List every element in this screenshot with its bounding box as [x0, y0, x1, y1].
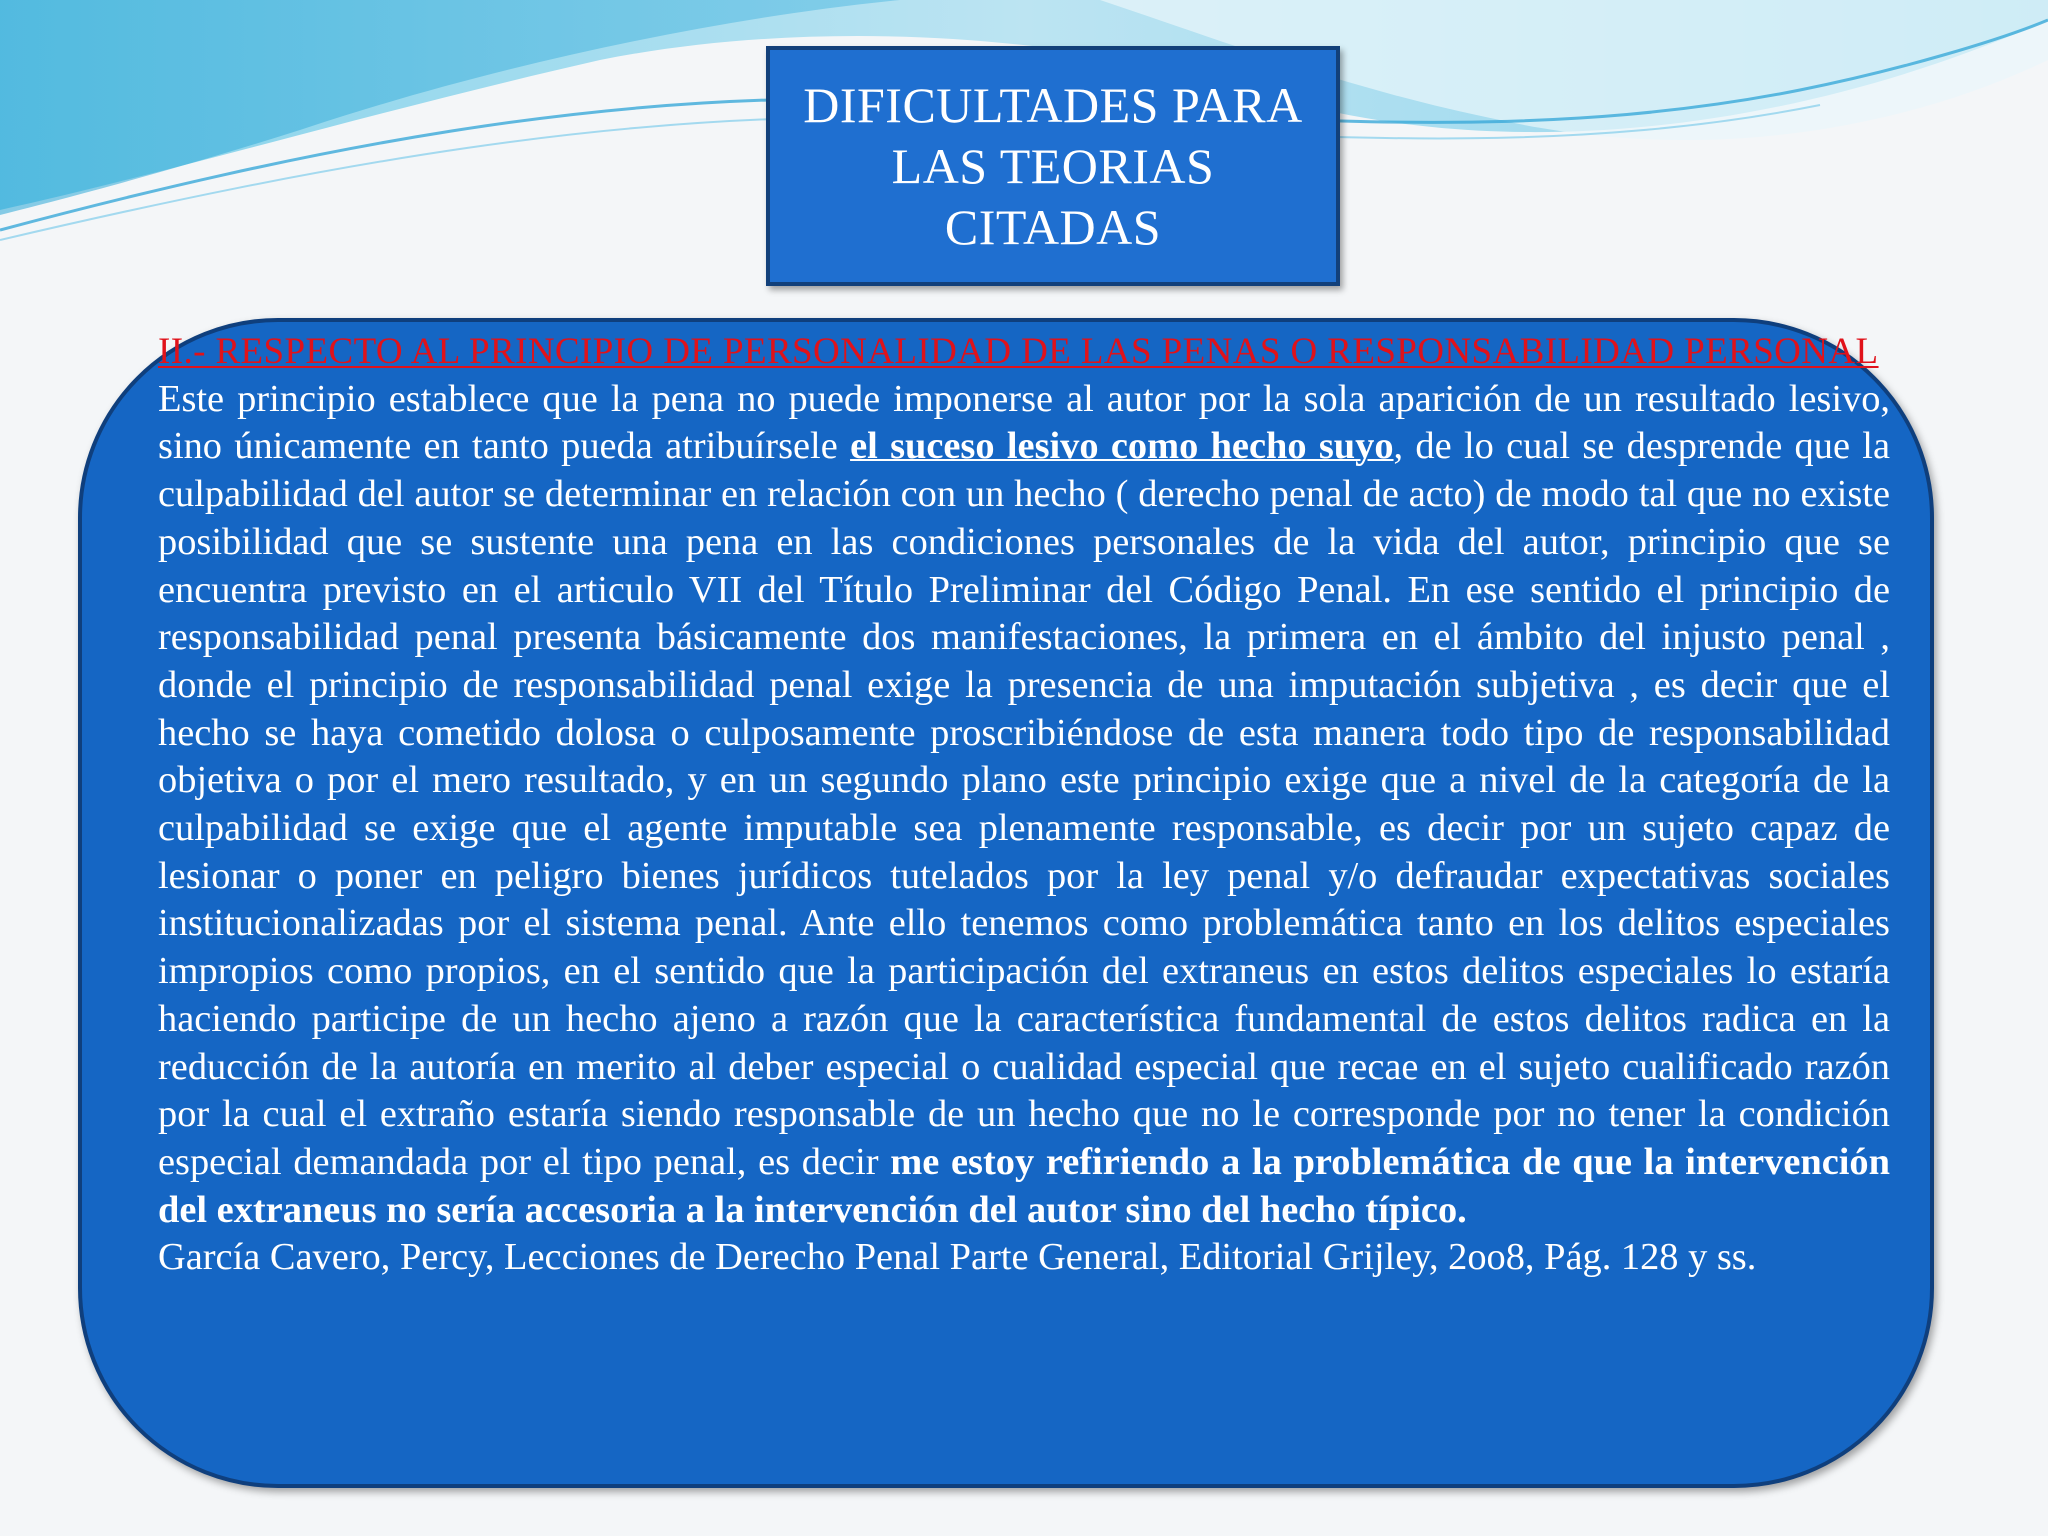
slide-title-box	[766, 46, 1340, 286]
citation: García Cavero, Percy, Lecciones de Derecho Penal Parte General, Editorial Grijley, 2oo8, Pág. 128 y ss.	[158, 1236, 1757, 1279]
body-emphasis-bold: me estoy refiriendo a la problemática de que la intervención del extraneus no sería accesoria a la intervención del autor sino del hecho típico.	[158, 1140, 1890, 1231]
content-text-block	[158, 328, 1890, 1282]
slide-title: DIFICULTADES PARA LAS TEORIAS CITADAS	[803, 76, 1303, 255]
section-heading-text: II.- RESPECTO AL PRINCIPIO DE PERSONALIDAD DE LAS PENAS O RESPONSABILIDAD PERSONAL	[158, 331, 1879, 372]
section-heading	[158, 328, 1890, 376]
body-text-part1: Este principio establece que la pena no puede imponerse al autor por la sola aparición de un resultado lesivo, sino únicamente en tanto pueda atribuírsele	[158, 377, 1890, 468]
body-paragraph	[158, 376, 1890, 1235]
body-text-part2: , de lo cual se desprende que la culpabilidad del autor se determinar en relación con un hecho ( derecho penal de acto) de modo tal que no existe posibilidad que se sustente una pena en las condiciones personales de la vida del autor, principio que se encuentra previsto en el articulo VII del Título Preliminar del Código Penal. En ese sentido el principio de responsabilidad penal presenta básicamente dos manifestaciones, la primera en el ámbito del injusto penal , donde el principio de responsabilidad penal exige la presencia de una imputación subjetiva , es decir que el hecho se haya cometido dolosa o culposamente proscribiéndose de esta manera todo tipo de responsabilidad objetiva o por el mero resultado, y en un segundo plano este principio exige que a nivel de la categoría de la culpabilidad se exige que el agente imputable sea plenamente responsable, es decir por un sujeto capaz de lesionar o poner en peligro bienes jurídicos tutelados por la ley penal y/o defraudar expectativas sociales institucionalizadas por el sistema penal. Ante ello tenemos como problemática tanto en los delitos especiales impropios como propios, en el sentido que la participación del extraneus en estos delitos especiales lo estaría haciendo participe de un hecho ajeno a razón que la característica fundamental de estos delitos radica en la reducción de la autoría en merito al deber especial o cualidad especial que recae en el sujeto cualificado razón por la cual el extraño estaría siendo responsable de un hecho que no le corresponde por no tener la condición especial demandada por el tipo penal, es decir	[158, 425, 1890, 1183]
body-emphasis-underline: el suceso lesivo como hecho suyo	[850, 425, 1394, 468]
